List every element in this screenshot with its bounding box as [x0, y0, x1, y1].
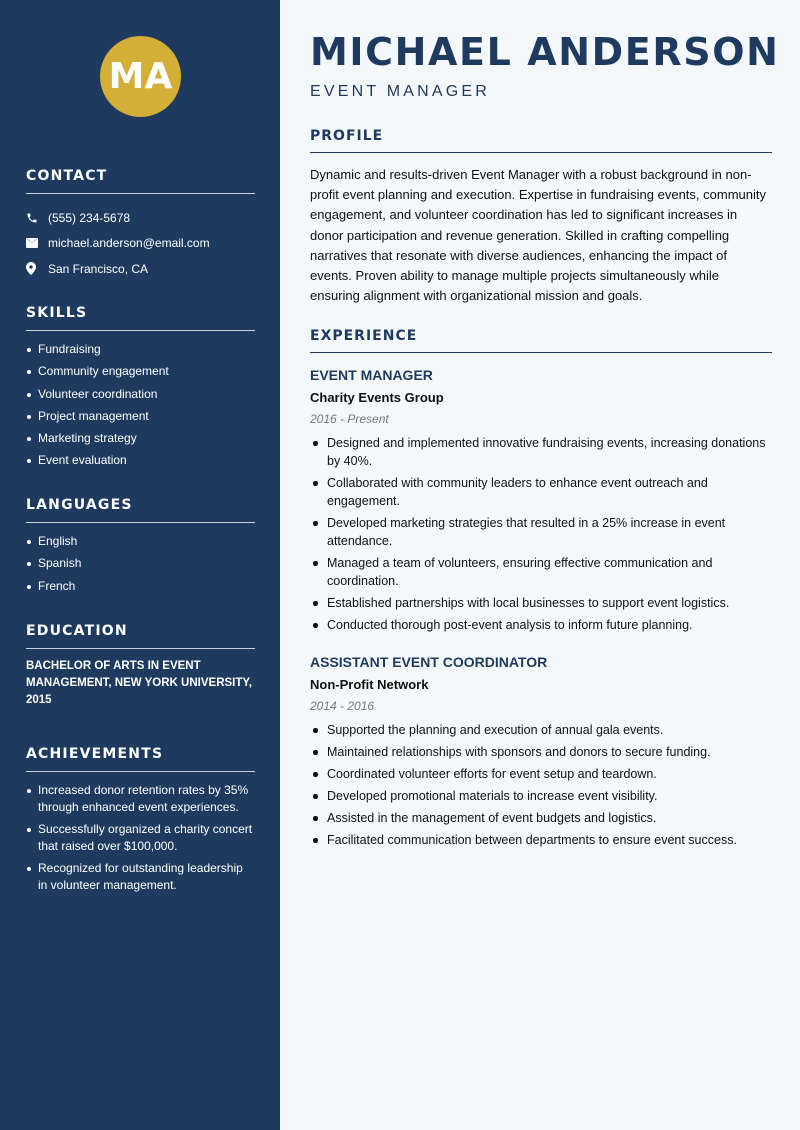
contact-location-text: San Francisco, CA	[48, 261, 149, 276]
job-entry	[310, 653, 772, 853]
job-bullets	[310, 721, 772, 849]
languages-heading: LANGUAGES	[26, 497, 255, 523]
avatar-initials: MA	[108, 56, 173, 97]
profile-section	[310, 128, 772, 306]
job-bullet: Developed promotional materials to increase event visibility.	[310, 787, 772, 805]
achievements-list	[26, 782, 255, 894]
contact-email	[26, 231, 255, 257]
education-degree: BACHELOR OF ARTS IN EVENT MANAGEMENT, NEW YORK UNIVERSITY, 2015	[26, 660, 252, 706]
contact-phone-text[interactable]: (555) 234-5678	[48, 210, 131, 225]
language-item: Spanish	[26, 555, 255, 572]
profile-text: Dynamic and results-driven Event Manager with a robust background in non-profit event planning and execution. Expertise in fundraising events, community engagement, and volunteer coordination has led to significant increases in donor participation and revenue generation. Skilled in crafting compelling narratives that resonate with diverse audiences, enhancing the impact of events. Proven ability to manage multiple projects simultaneously while ensuring alignment with organizational mission and goals.	[310, 167, 766, 304]
job-bullet: Maintained relationships with sponsors and donors to secure funding.	[310, 743, 772, 761]
job-bullet: Collaborated with community leaders to enhance event outreach and engagement.	[310, 474, 772, 510]
achievement-item: Successfully organized a charity concert that raised over $100,000.	[26, 821, 255, 855]
education-heading: EDUCATION	[26, 623, 255, 649]
job-bullet: Developed marketing strategies that resulted in a 25% increase in event attendance.	[310, 514, 772, 550]
job-bullet: Designed and implemented innovative fundraising events, increasing donations by 40%.	[310, 434, 772, 470]
job-bullet: Assisted in the management of event budgets and logistics.	[310, 809, 772, 827]
experience-section	[310, 328, 772, 353]
skill-item: Fundraising	[26, 341, 255, 358]
skill-item: Marketing strategy	[26, 430, 255, 447]
achievement-item: Increased donor retention rates by 35% through enhanced event experiences.	[26, 782, 255, 816]
job-bullet: Established partnerships with local businesses to support event logistics.	[310, 594, 772, 612]
contact-heading: CONTACT	[26, 168, 255, 194]
languages-list	[26, 533, 255, 595]
job-bullet: Supported the planning and execution of annual gala events.	[310, 721, 772, 739]
candidate-name: MICHAEL ANDERSON	[310, 30, 780, 74]
job-entry	[310, 366, 772, 638]
job-bullet: Conducted thorough post-event analysis to inform future planning.	[310, 616, 772, 634]
experience-heading: EXPERIENCE	[310, 328, 772, 353]
contact-phone	[26, 205, 255, 231]
skill-item: Event evaluation	[26, 452, 255, 469]
skill-item: Community engagement	[26, 363, 255, 380]
job-bullet: Managed a team of volunteers, ensuring effective communication and coordination.	[310, 554, 772, 590]
job-bullet: Coordinated volunteer efforts for event setup and teardown.	[310, 765, 772, 783]
job-dates: 2014 - 2016	[310, 699, 375, 713]
phone-icon	[26, 212, 48, 224]
email-icon	[26, 238, 48, 248]
education-section	[26, 623, 255, 709]
language-item: French	[26, 578, 255, 595]
skill-item: Project management	[26, 408, 255, 425]
achievements-heading: ACHIEVEMENTS	[26, 746, 255, 772]
skills-heading: SKILLS	[26, 305, 255, 331]
skills-list	[26, 341, 255, 469]
language-item: English	[26, 533, 255, 550]
achievement-item: Recognized for outstanding leadership in volunteer management.	[26, 860, 255, 894]
job-role: ASSISTANT EVENT COORDINATOR	[310, 654, 548, 670]
job-company: Charity Events Group	[310, 390, 444, 405]
languages-section	[26, 497, 255, 600]
achievements-section	[26, 746, 255, 899]
avatar	[100, 36, 181, 117]
sidebar	[0, 0, 280, 1130]
contact-email-text[interactable]: michael.anderson@email.com	[48, 236, 210, 251]
contact-list	[26, 205, 255, 282]
candidate-title: EVENT MANAGER	[310, 83, 490, 100]
job-dates: 2016 - Present	[310, 412, 389, 426]
job-bullet: Facilitated communication between departments to ensure event success.	[310, 831, 772, 849]
location-pin-icon	[26, 262, 48, 275]
contact-section	[26, 168, 255, 282]
skills-section	[26, 305, 255, 475]
contact-location	[26, 256, 255, 282]
job-bullets	[310, 434, 772, 634]
skill-item: Volunteer coordination	[26, 386, 255, 403]
job-role: EVENT MANAGER	[310, 367, 433, 383]
profile-heading: PROFILE	[310, 128, 772, 153]
job-company: Non-Profit Network	[310, 677, 429, 692]
